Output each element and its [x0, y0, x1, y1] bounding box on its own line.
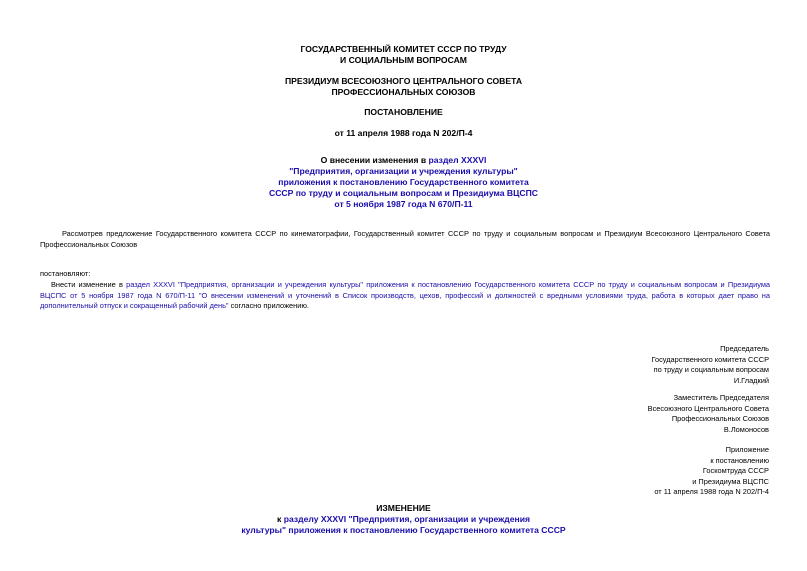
sig2-line2: Всесоюзного Центрального Совета — [647, 403, 769, 413]
subject-line1 — [0, 155, 807, 166]
sig1-line1: Председатель — [720, 344, 769, 353]
intro-paragraph: Рассмотрев предложение Государственного комитета СССР по кинематографии, Государственный комитет СССР по труду и социальным вопросам и Президиум Всесоюзного Центрального Совета Профессиональных Союзов — [40, 229, 770, 249]
org2-title-line2: ПРОФЕССИОНАЛЬНЫХ СОЮЗОВ — [331, 87, 476, 97]
org2-title-line1: ПРЕЗИДИУМ ВСЕСОЮЗНОГО ЦЕНТРАЛЬНОГО СОВЕТА — [284, 76, 523, 86]
amend-section-link[interactable]: раздел XXXVI "Предприятия, организации и учреждения культуры" приложения к постановлению Государственного комитета СССР по труду и социальным вопросам и Президиума ВЦСПС от 5 ноября 1987 года N 670/П-11 "О внесении изменений и уточнений в Список производств, цехов, профессий и должностей с вредными условиями труда, работа в которых дает право на дополнительный отпуск и сокращенный рабочий день" — [40, 280, 771, 310]
change-prefix: к — [277, 514, 284, 524]
resolve-word: постановляют: — [40, 269, 91, 278]
amend-paragraph — [40, 280, 770, 312]
change-line1 — [0, 514, 807, 525]
subject-line5[interactable]: от 5 ноября 1987 года N 670/П-11 — [334, 199, 473, 209]
signature-block-2 — [648, 393, 769, 435]
subject-line2[interactable]: "Предприятия, организации и учреждения культуры" — [289, 166, 518, 176]
appendix-line4: и Президиума ВЦСПС — [692, 476, 769, 486]
appendix-line5: от 11 апреля 1988 года N 202/П-4 — [654, 487, 769, 496]
appendix-line2: к постановлению — [710, 455, 769, 465]
subject-line3[interactable]: приложения к постановлению Государственного комитета — [278, 177, 529, 187]
change-line2[interactable]: культуры" приложения к постановлению Государственного комитета СССР — [241, 525, 566, 535]
change-title: ИЗМЕНЕНИЕ — [376, 503, 431, 513]
amend-prefix: Внести изменение в — [51, 280, 127, 289]
appendix-note — [654, 445, 769, 498]
signature-block-1 — [651, 344, 769, 386]
sig1-line3: по труду и социальным вопросам — [653, 365, 769, 374]
change-section-link[interactable]: разделу XXXVI "Предприятия, организации и учреждения — [283, 514, 530, 524]
subject-section-link[interactable]: раздел XXXVI — [428, 155, 487, 165]
sig2-line3: Профессиональных Союзов — [671, 414, 769, 423]
appendix-line1: Приложение — [725, 445, 769, 454]
amend-suffix: согласно приложению. — [228, 301, 309, 310]
doc-type: ПОСТАНОВЛЕНИЕ — [364, 107, 443, 117]
org1-title-line1: ГОСУДАРСТВЕННЫЙ КОМИТЕТ СССР ПО ТРУДУ — [300, 44, 507, 54]
sig2-name: В.Ломоносов — [723, 424, 769, 434]
org1-title-line2: И СОЦИАЛЬНЫМ ВОПРОСАМ — [340, 55, 467, 65]
sig1-name: И.Гладкий — [733, 375, 769, 385]
sig1-line2: Государственного комитета СССР — [651, 354, 769, 364]
appendix-line3: Госкомтруда СССР — [702, 466, 769, 475]
doc-date: от 11 апреля 1988 года N 202/П-4 — [334, 128, 473, 138]
sig2-line1: Заместитель Председателя — [673, 393, 769, 402]
subject-prefix: О внесении изменения в — [320, 155, 429, 165]
subject-line4[interactable]: СССР по труду и социальным вопросам и Президиума ВЦСПС — [269, 188, 538, 198]
